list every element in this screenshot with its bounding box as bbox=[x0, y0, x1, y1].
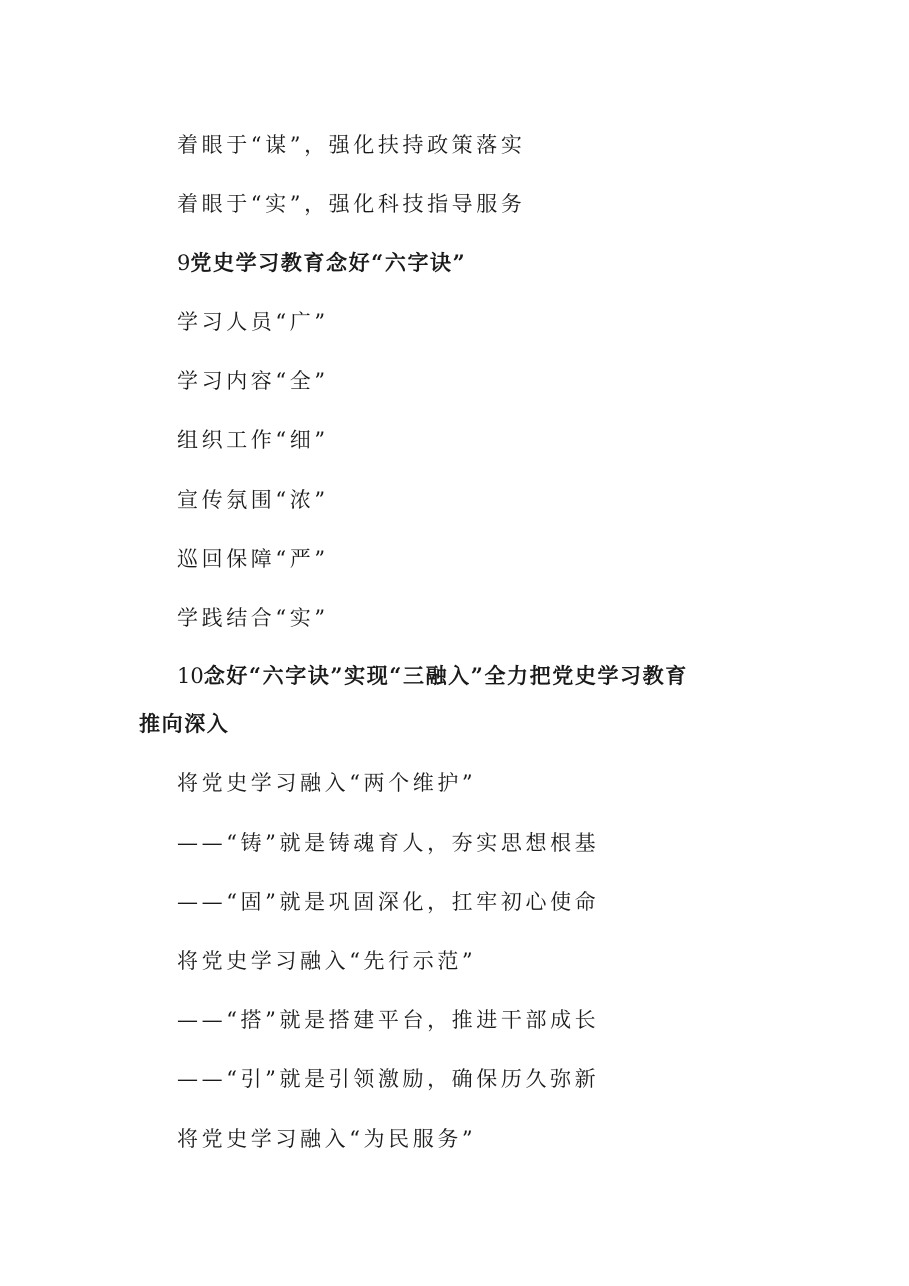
section-title: 党史学习教育念好“六字诀” bbox=[190, 250, 467, 275]
text-line: 着眼于“谋”，强化扶持政策落实 bbox=[177, 133, 526, 157]
section-title-line1: 念好“六字诀”实现“三融入”全力把党史学习教育 bbox=[203, 663, 688, 688]
list-item: 学习内容“全” bbox=[177, 369, 329, 393]
section-heading-9 bbox=[177, 249, 466, 277]
list-item: 将党史学习融入“两个维护” bbox=[177, 771, 477, 795]
list-item: 宣传氛围“浓” bbox=[177, 488, 329, 512]
list-item: ——“引”就是引领激励，确保历久弥新 bbox=[177, 1067, 600, 1091]
list-item: 将党史学习融入“先行示范” bbox=[177, 949, 477, 973]
list-item: ——“铸”就是铸魂育人，夯实思想根基 bbox=[177, 831, 600, 855]
list-item: ——“搭”就是搭建平台，推进干部成长 bbox=[177, 1008, 600, 1032]
list-item: 组织工作“细” bbox=[177, 428, 329, 452]
list-item: 学习人员“广” bbox=[177, 310, 329, 334]
list-item: ——“固”就是巩固深化，扛牢初心使命 bbox=[177, 890, 600, 914]
text-line: 着眼于“实”，强化科技指导服务 bbox=[177, 192, 526, 216]
section-heading-10 bbox=[139, 652, 789, 747]
list-item: 巡回保障“严” bbox=[177, 547, 329, 571]
section-number: 10 bbox=[177, 664, 204, 688]
list-item: 将党史学习融入“为民服务” bbox=[177, 1127, 477, 1151]
section-title-line2: 推向深入 bbox=[139, 711, 230, 736]
list-item: 学践结合“实” bbox=[177, 606, 329, 630]
section-number: 9 bbox=[177, 251, 191, 275]
